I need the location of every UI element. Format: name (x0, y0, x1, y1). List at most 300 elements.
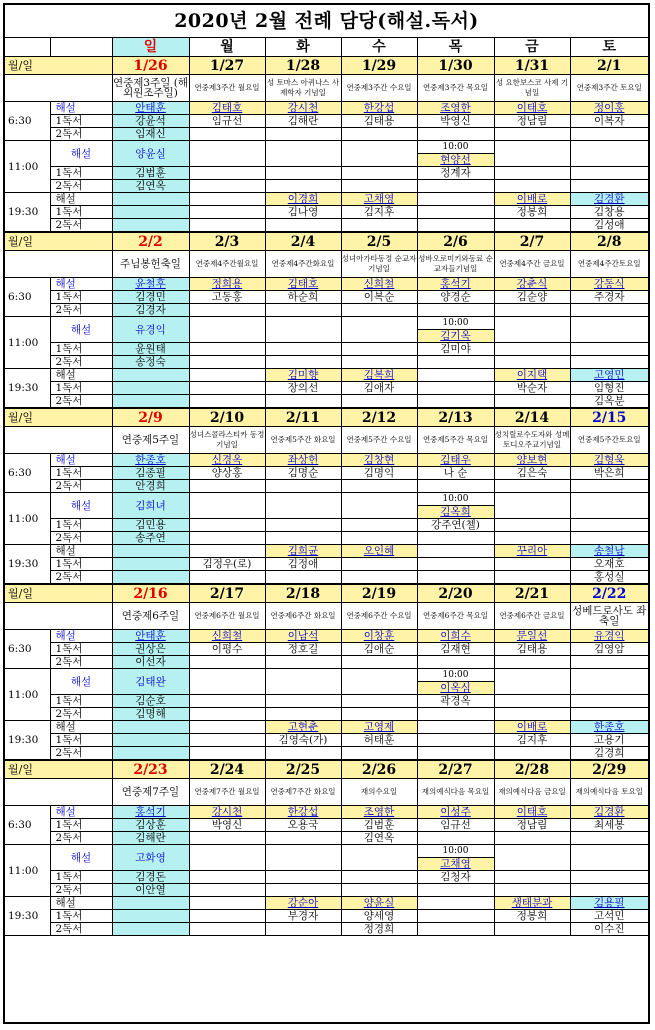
commentator-cell: 이성주 (417, 806, 494, 819)
reading2-label: 2독서 (50, 219, 112, 233)
commentator-cell (417, 369, 494, 382)
reader2-cell: 이선자 (112, 656, 189, 669)
reader1-cell (417, 910, 494, 923)
mass-1930-reading1-row (5, 734, 648, 747)
weekday-commentator-cell: 김옥희 (417, 506, 494, 519)
reader2-cell (189, 128, 265, 141)
reader1-cell: 박영신 (417, 115, 494, 128)
empty-cell (570, 695, 648, 708)
reader2-cell: 김경희 (570, 747, 648, 761)
empty-cell (341, 317, 417, 343)
empty-cell (189, 532, 265, 545)
empty-cell (570, 708, 648, 721)
empty-cell (494, 708, 570, 721)
commentator-cell: 안태훈 (112, 630, 189, 643)
reader2-cell: 이안열 (112, 884, 189, 897)
commentator-cell: 김경환 (570, 193, 648, 206)
weekday-commentator-cell: 현양선 (417, 154, 494, 167)
commentator-cell: 송철남 (570, 545, 648, 558)
reader1-cell: 임규선 (417, 819, 494, 832)
commentary-label: 해설 (50, 454, 112, 467)
mass-1930-reading1-row (5, 206, 648, 219)
reading2-label: 2독서 (50, 708, 112, 721)
empty-cell (494, 695, 570, 708)
reader2-cell: 김옥분 (570, 395, 648, 409)
date-cell: 2/4 (265, 232, 341, 251)
time-630: 6:30 (5, 806, 50, 845)
commentator-cell: 고채영 (341, 193, 417, 206)
reader2-cell (417, 219, 494, 233)
reader2-cell (417, 128, 494, 141)
reader1-cell (112, 734, 189, 747)
empty-cell (494, 317, 570, 343)
empty-cell (570, 141, 648, 167)
feast-cell: 성녀스콜라스티카 동정기념일 (189, 427, 265, 454)
reader1-cell: 정봉희 (494, 910, 570, 923)
reader2-cell: 김해란 (112, 832, 189, 845)
date-cell: 2/5 (341, 232, 417, 251)
sunday-commentator-cell: 김희녀 (112, 493, 189, 519)
empty-cell (265, 669, 341, 695)
time-1100: 11:00 (5, 141, 50, 193)
reader2-cell (189, 304, 265, 317)
weekday-reader-cell: 김청자 (417, 871, 494, 884)
empty-cell (265, 141, 341, 167)
reading1-label: 1독서 (50, 871, 112, 884)
weekday-commentator-cell: 고채영 (417, 858, 494, 871)
reader1-cell (189, 910, 265, 923)
reader2-cell (341, 747, 417, 761)
commentator-cell: 조영한 (341, 806, 417, 819)
reader1-cell: 김민용 (112, 519, 189, 532)
mass-630-reading2-row (5, 832, 648, 845)
reader2-cell (341, 128, 417, 141)
reader1-cell: 정봉희 (494, 206, 570, 219)
day-name-3: 수 (341, 38, 417, 57)
commentator-cell (112, 545, 189, 558)
sunday-commentator-cell: 김태완 (112, 669, 189, 695)
date-cell: 1/29 (341, 57, 417, 75)
reading1-label: 1독서 (50, 643, 112, 656)
date-cell: 2/27 (417, 760, 494, 779)
reader2-cell (112, 219, 189, 233)
reader2-cell (494, 395, 570, 409)
reading1-label: 1독서 (50, 910, 112, 923)
feast-label-blank (5, 603, 112, 630)
empty-cell (189, 141, 265, 167)
commentator-cell: 강시천 (189, 806, 265, 819)
reader1-cell: 김애자 (341, 382, 417, 395)
empty-cell (265, 519, 341, 532)
reader1-cell (189, 382, 265, 395)
reading1-label: 1독서 (50, 291, 112, 304)
reader1-cell: 김태용 (341, 115, 417, 128)
commentary-label: 해설 (50, 545, 112, 558)
commentator-cell: 김태호 (189, 102, 265, 115)
empty-cell (189, 708, 265, 721)
reader2-cell (417, 395, 494, 409)
reader2-cell (265, 480, 341, 493)
reader2-cell (417, 656, 494, 669)
mass-630-commentary-row (5, 806, 648, 819)
empty-cell (570, 167, 648, 180)
reader2-cell (189, 747, 265, 761)
time-630: 6:30 (5, 278, 50, 317)
commentator-cell: 이희수 (417, 630, 494, 643)
feast-cell: 성녀아가타동정 순교자기념일 (341, 251, 417, 278)
commentator-cell: 김희균 (265, 545, 341, 558)
reader2-cell (417, 747, 494, 761)
commentary-label: 해설 (50, 669, 112, 695)
reader2-cell (341, 395, 417, 409)
empty-cell (265, 845, 341, 871)
reader1-cell: 고동홍 (189, 291, 265, 304)
date-cell: 2/28 (494, 760, 570, 779)
date-cell: 2/13 (417, 408, 494, 427)
reader1-cell: 임규선 (189, 115, 265, 128)
mass-1100-reading2-row (5, 180, 648, 193)
reading1-label: 1독서 (50, 734, 112, 747)
commentator-cell: 김형욱 (570, 454, 648, 467)
reader1-cell: 오재호 (570, 558, 648, 571)
empty-cell (341, 167, 417, 180)
reading2-label: 2독서 (50, 532, 112, 545)
feast-label-blank (5, 251, 112, 278)
date-cell: 2/3 (189, 232, 265, 251)
reader1-cell (189, 734, 265, 747)
empty-cell (189, 356, 265, 369)
empty-cell (189, 871, 265, 884)
empty-cell (341, 695, 417, 708)
reading2-label: 2독서 (50, 832, 112, 845)
time-1100: 11:00 (5, 317, 50, 369)
empty-cell (341, 343, 417, 356)
mass-1930-reading2-row (5, 219, 648, 233)
date-row (5, 232, 648, 251)
commentator-cell: 고영민 (570, 369, 648, 382)
commentary-label: 해설 (50, 493, 112, 519)
reader2-cell (494, 219, 570, 233)
reader1-cell: 부경자 (265, 910, 341, 923)
time-630: 6:30 (5, 630, 50, 669)
commentary-label: 해설 (50, 102, 112, 115)
empty-cell (189, 493, 265, 519)
empty-cell (494, 356, 570, 369)
time-1930: 19:30 (5, 369, 50, 409)
commentator-cell: 강순아 (265, 897, 341, 910)
reader2-cell (494, 832, 570, 845)
feast-cell: 연중제3주간 목요일 (417, 75, 494, 102)
date-cell: 1/26 (112, 57, 189, 75)
commentator-cell (189, 369, 265, 382)
empty-cell (265, 317, 341, 343)
mass-1100-reading1-row (5, 343, 648, 356)
commentator-cell (189, 897, 265, 910)
commentator-cell: 한종호 (570, 721, 648, 734)
reader2-cell (112, 571, 189, 585)
commentary-label: 해설 (50, 317, 112, 343)
mass-1930-reading1-row (5, 910, 648, 923)
reader1-cell: 고석민 (570, 910, 648, 923)
mass-1930-reading2-row (5, 747, 648, 761)
reader1-cell (112, 910, 189, 923)
commentator-cell: 김복희 (341, 369, 417, 382)
weekday-time-cell: 10:00 (417, 317, 494, 330)
weekday-reader-cell: 강주연(첼) (417, 519, 494, 532)
reader1-cell: 김범훈 (341, 819, 417, 832)
empty-cell (189, 884, 265, 897)
commentator-cell: 이경희 (265, 193, 341, 206)
commentator-cell (417, 897, 494, 910)
feast-cell: 연중제5주간토요일 (570, 427, 648, 454)
empty-cell (189, 519, 265, 532)
commentary-label: 해설 (50, 278, 112, 291)
empty-cell (570, 884, 648, 897)
reader2-cell (189, 832, 265, 845)
reader2-cell (189, 571, 265, 585)
commentator-cell: 꾸리아 (494, 545, 570, 558)
month-day-label: 월/일 (5, 584, 112, 603)
empty-cell (494, 532, 570, 545)
reader2-cell: 김성애 (570, 219, 648, 233)
mass-630-reading2-row (5, 656, 648, 669)
feast-cell: 연중제4주간토요일 (570, 251, 648, 278)
reader1-cell (112, 558, 189, 571)
weekday-reader-cell: 김미야 (417, 343, 494, 356)
date-row (5, 408, 648, 427)
empty-cell (494, 180, 570, 193)
reader1-cell: 김종필 (112, 467, 189, 480)
empty-cell (494, 871, 570, 884)
reader1-cell: 윤원태 (112, 343, 189, 356)
reader2-cell (341, 656, 417, 669)
reader2-cell (494, 571, 570, 585)
empty-cell (570, 356, 648, 369)
reader1-cell: 하순희 (265, 291, 341, 304)
schedule-sheet (3, 3, 650, 1024)
empty-cell (341, 669, 417, 695)
reader2-cell (112, 923, 189, 936)
feast-cell: 연중제5주간 수요일 (341, 427, 417, 454)
commentator-cell (417, 545, 494, 558)
reader2-cell (265, 923, 341, 936)
reader2-cell (494, 480, 570, 493)
commentator-cell: 오인혜 (341, 545, 417, 558)
reader2-cell (570, 128, 648, 141)
mass-630-commentary-row (5, 630, 648, 643)
reader1-cell: 김창용 (570, 206, 648, 219)
reader1-cell: 김상훈 (112, 819, 189, 832)
mass-1930-commentary-row (5, 721, 648, 734)
time-1930: 19:30 (5, 193, 50, 233)
date-cell: 2/29 (570, 760, 648, 779)
empty-cell (189, 343, 265, 356)
time-1100: 11:00 (5, 669, 50, 721)
commentator-cell: 이태호 (494, 102, 570, 115)
time-1100: 11:00 (5, 493, 50, 545)
month-day-label: 월/일 (5, 408, 112, 427)
reader2-cell (494, 747, 570, 761)
feast-cell: 연중제3주간 수요일 (341, 75, 417, 102)
sunday-commentator-cell: 유경익 (112, 317, 189, 343)
reader2-cell: 송정숙 (112, 356, 189, 369)
empty-cell (189, 695, 265, 708)
mass-1100-time-row (5, 669, 648, 682)
reading1-label: 1독서 (50, 343, 112, 356)
feast-cell: 성베드로사도 좌축일 (570, 603, 648, 630)
empty-cell (341, 708, 417, 721)
reader1-cell: 최세봉 (570, 819, 648, 832)
reader1-cell: 이평수 (189, 643, 265, 656)
date-cell: 2/19 (341, 584, 417, 603)
date-cell: 2/16 (112, 584, 189, 603)
commentator-cell (112, 193, 189, 206)
date-cell: 2/9 (112, 408, 189, 427)
commentator-cell: 양윤실 (341, 897, 417, 910)
mass-1930-commentary-row (5, 369, 648, 382)
commentator-cell: 홍석기 (417, 278, 494, 291)
mass-1100-reading1-row (5, 695, 648, 708)
reader1-cell: 정호길 (265, 643, 341, 656)
date-cell: 1/28 (265, 57, 341, 75)
feast-cell: 연중제7주간 월요일 (189, 779, 265, 806)
date-cell: 2/17 (189, 584, 265, 603)
commentator-cell (189, 545, 265, 558)
time-630: 6:30 (5, 102, 50, 141)
empty-cell (341, 519, 417, 532)
reader1-cell: 양세영 (341, 910, 417, 923)
reader1-cell: 김영암 (570, 643, 648, 656)
commentator-cell: 신희철 (341, 278, 417, 291)
empty-cell (341, 493, 417, 519)
reading2-label: 2독서 (50, 480, 112, 493)
reader1-cell: 주경자 (570, 291, 648, 304)
commentator-cell (189, 721, 265, 734)
reader2-cell: 김연옥 (112, 180, 189, 193)
mass-1930-reading2-row (5, 923, 648, 936)
feast-row (5, 251, 648, 278)
commentary-label: 해설 (50, 897, 112, 910)
reader2-cell (265, 747, 341, 761)
mass-630-reading2-row (5, 480, 648, 493)
empty-cell (570, 180, 648, 193)
commentator-cell: 조영한 (417, 102, 494, 115)
reader1-cell: 김정애 (265, 558, 341, 571)
time-1930: 19:30 (5, 721, 50, 761)
reader2-cell (570, 832, 648, 845)
reader1-cell: 나 순 (417, 467, 494, 480)
commentator-cell (417, 193, 494, 206)
reader2-cell: 송주연 (112, 532, 189, 545)
feast-cell: 성바오로미키와동료 순교자들기념일 (417, 251, 494, 278)
reader2-cell (265, 304, 341, 317)
date-row (5, 584, 648, 603)
time-1930: 19:30 (5, 545, 50, 585)
empty-cell (494, 141, 570, 167)
empty-cell (265, 343, 341, 356)
reading2-label: 2독서 (50, 923, 112, 936)
date-cell: 1/30 (417, 57, 494, 75)
reader1-cell: 김명순 (265, 467, 341, 480)
reader1-cell: 양상홍 (189, 467, 265, 480)
reader2-cell (417, 923, 494, 936)
mass-630-reading1-row (5, 819, 648, 832)
date-cell: 2/22 (570, 584, 648, 603)
reader1-cell: 강윤석 (112, 115, 189, 128)
commentator-cell: 정희용 (189, 278, 265, 291)
empty-cell (570, 871, 648, 884)
reading2-label: 2독서 (50, 395, 112, 409)
feast-cell: 연중제6주간 화요일 (265, 603, 341, 630)
reader1-cell (341, 558, 417, 571)
feast-cell: 재의수요일 (341, 779, 417, 806)
empty-cell (265, 884, 341, 897)
commentary-label: 해설 (50, 845, 112, 871)
time-1930: 19:30 (5, 897, 50, 936)
reader2-cell (494, 128, 570, 141)
reader2-cell (570, 480, 648, 493)
mass-1100-time-row (5, 493, 648, 506)
reader2-cell: 임재신 (112, 128, 189, 141)
mass-1100-reading2-row (5, 884, 648, 897)
commentator-cell: 신경옥 (189, 454, 265, 467)
empty-cell (265, 708, 341, 721)
empty-cell (341, 845, 417, 871)
empty-cell (417, 708, 494, 721)
commentator-cell: 정이홍 (570, 102, 648, 115)
commentator-cell: 고현춘 (265, 721, 341, 734)
reader1-cell: 이복순 (341, 291, 417, 304)
day-header-row (5, 38, 648, 57)
empty-cell (265, 532, 341, 545)
day-name-5: 금 (494, 38, 570, 57)
month-day-label: 월/일 (5, 232, 112, 251)
commentator-cell: 김태호 (265, 278, 341, 291)
reading2-label: 2독서 (50, 656, 112, 669)
date-row (5, 57, 648, 75)
commentator-cell: 이남석 (265, 630, 341, 643)
empty-cell (189, 180, 265, 193)
reader1-cell: 장의선 (265, 382, 341, 395)
commentator-cell: 한강섭 (265, 806, 341, 819)
day-name-0: 일 (112, 38, 189, 57)
mass-630-reading2-row (5, 304, 648, 317)
empty-cell (494, 669, 570, 695)
reader1-cell (417, 206, 494, 219)
weekday-commentator-cell: 김기옥 (417, 330, 494, 343)
commentary-label: 해설 (50, 141, 112, 167)
reading1-label: 1독서 (50, 695, 112, 708)
reader2-cell: 김명해 (112, 708, 189, 721)
empty-cell (570, 532, 648, 545)
mass-630-reading1-row (5, 643, 648, 656)
feast-cell: 성 토마스 아퀴나스 사제학자 기념일 (265, 75, 341, 102)
corner-cell (5, 38, 50, 57)
commentator-cell: 김창현 (341, 454, 417, 467)
reading1-label: 1독서 (50, 206, 112, 219)
reader2-cell (417, 480, 494, 493)
date-cell: 2/8 (570, 232, 648, 251)
commentary-label: 해설 (50, 721, 112, 734)
reader1-cell: 김영숙(가) (265, 734, 341, 747)
month-day-label: 월/일 (5, 57, 112, 75)
reading1-label: 1독서 (50, 115, 112, 128)
mass-1930-commentary-row (5, 193, 648, 206)
mass-1930-commentary-row (5, 545, 648, 558)
reader1-cell: 김은숙 (494, 467, 570, 480)
date-cell: 2/24 (189, 760, 265, 779)
feast-cell: 재의예식다음 금요일 (494, 779, 570, 806)
